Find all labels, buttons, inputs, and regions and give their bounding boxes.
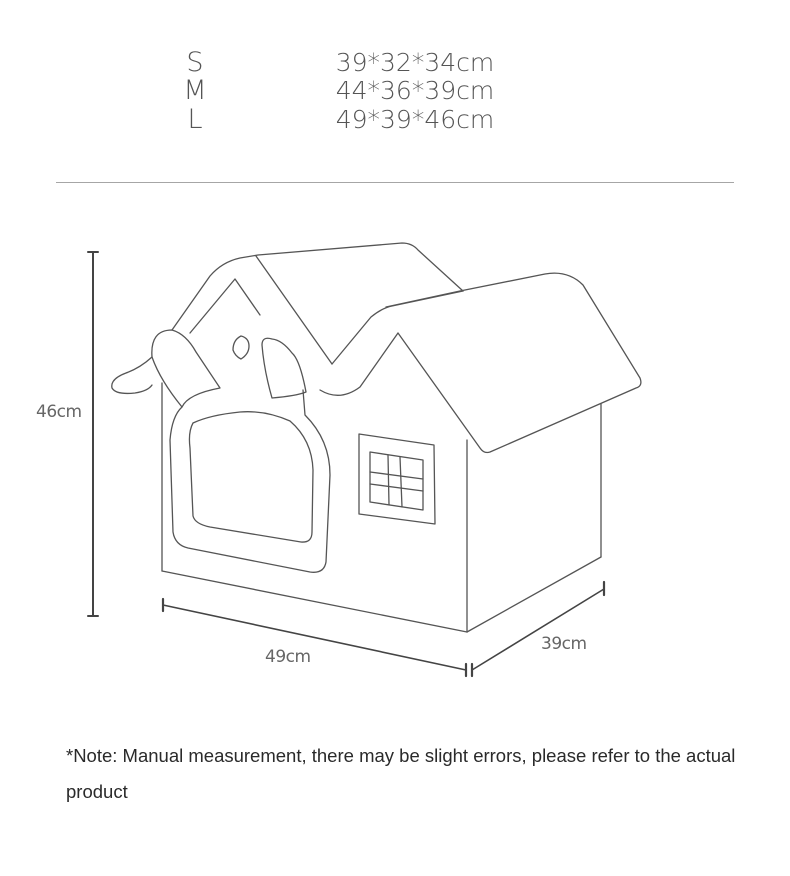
depth-dimension-line bbox=[472, 582, 604, 676]
measurement-note: *Note: Manual measurement, there may be slight errors, please refer to the actual product bbox=[66, 745, 736, 802]
height-label: 46cm bbox=[36, 402, 82, 422]
size-label: S bbox=[186, 47, 204, 78]
door-opening bbox=[189, 412, 313, 542]
size-dimensions: 44*36*39cm bbox=[335, 76, 495, 105]
right-roof bbox=[386, 273, 641, 452]
height-dimension-line bbox=[88, 252, 98, 616]
width-dimension-line bbox=[163, 599, 466, 676]
width-label: 49cm bbox=[265, 647, 311, 667]
house-body bbox=[162, 383, 601, 632]
left-roof bbox=[172, 243, 463, 395]
roof-tail-ornament bbox=[112, 357, 152, 393]
depth-label: 39cm bbox=[541, 634, 587, 654]
size-dimensions: 49*39*46cm bbox=[335, 105, 495, 134]
door-frame bbox=[170, 390, 330, 572]
size-label: M bbox=[183, 75, 207, 106]
side-window bbox=[359, 434, 435, 524]
size-dimensions: 39*32*34cm bbox=[335, 48, 495, 77]
size-label: L bbox=[187, 104, 203, 135]
gable-round-window bbox=[233, 336, 249, 359]
rabbit-ears bbox=[152, 330, 306, 407]
